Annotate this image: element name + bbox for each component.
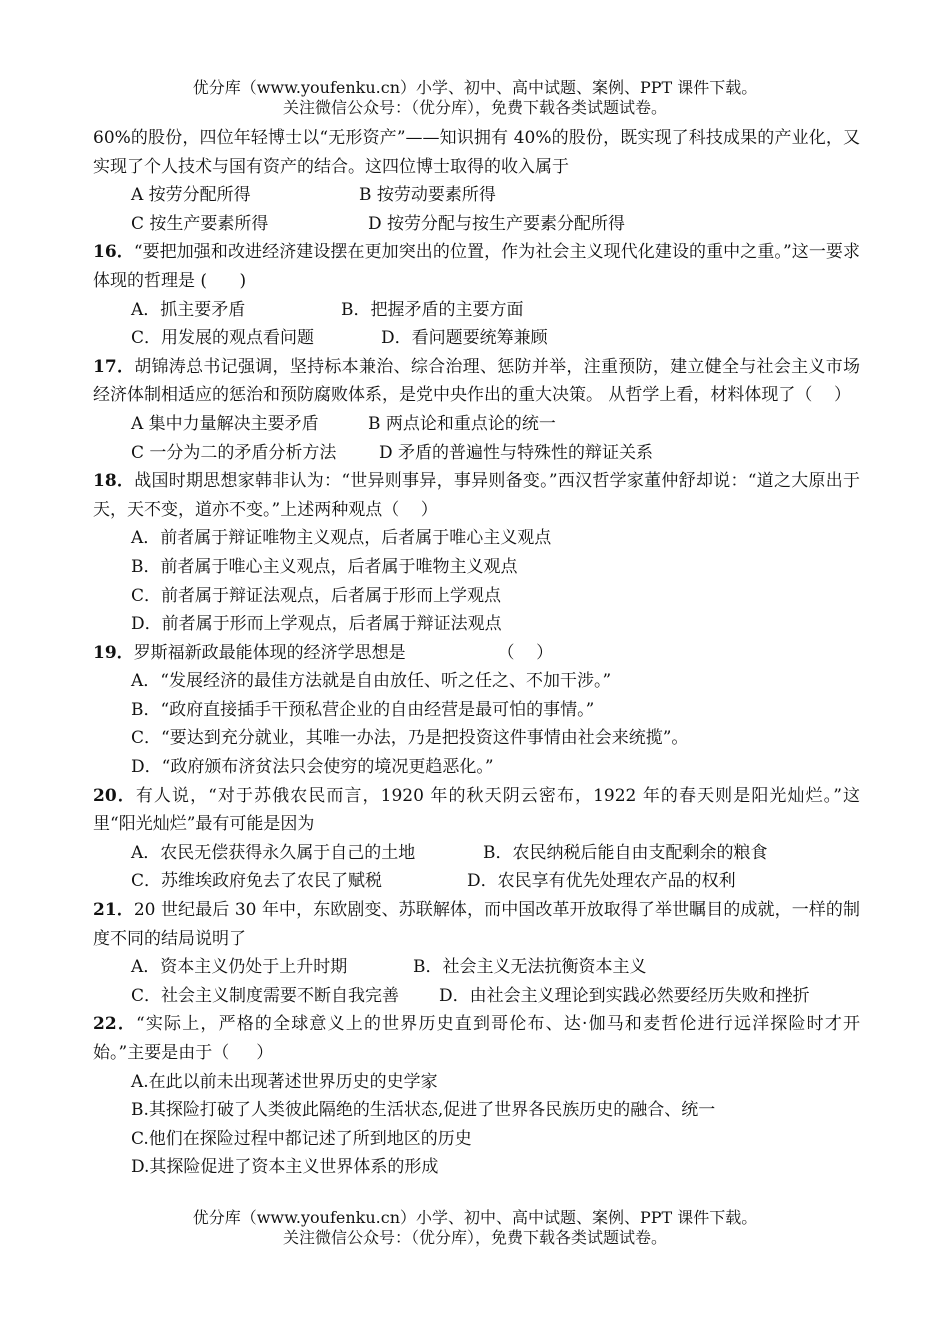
q17-text: 胡锦涛总书记强调，坚持标本兼治、综合治理、惩防并举，注重预防，建立健全与社会主义市场经济体制相适应的惩治和预防腐败体系，是党中央作出的重大决策。 从哲学上看，材料体现了（ ） xyxy=(93,356,860,406)
footer-line-2: 关注微信公众号：（优分库），免费下载各类试题试卷。 xyxy=(282,1228,667,1247)
q17-number: 17． xyxy=(93,356,135,377)
header-line-2: 关注微信公众号：（优分库），免费下载各类试题试卷。 xyxy=(282,98,667,117)
q15-option-b: B 按劳动要素所得 xyxy=(359,185,496,206)
page-header xyxy=(0,78,950,118)
q17-option-d: D 矛盾的普遍性与特殊性的辩证关系 xyxy=(379,442,654,463)
footer-line-1: 优分库（www.youfenku.cn）小学、初中、高中试题、案例、PPT 课件下载。 xyxy=(192,1208,758,1227)
q21-options-row1 xyxy=(93,953,860,982)
q16-number: 16． xyxy=(93,242,134,263)
q18-number: 18． xyxy=(93,471,135,492)
q18-stem xyxy=(93,467,860,524)
q21-text: 20 世纪最后 30 年中，东欧剧变、苏联解体，而中国改革开放取得了举世瞩目的成就，一样的制度不同的结局说明了 xyxy=(93,900,860,949)
q21-option-c: C．社会主义制度需要不断自我完善 xyxy=(131,985,400,1006)
q21-options-row2 xyxy=(93,982,860,1011)
q20-option-c: C．苏维埃政府免去了农民了赋税 xyxy=(131,871,383,892)
q16-option-a: A．抓主要矛盾 xyxy=(131,299,246,320)
q20-number: 20． xyxy=(93,785,136,806)
q16-text: “要把加强和改进经济建设摆在更加突出的位置，作为社会主义现代化建设的重中之重。”这一要求体现的哲理是 ( ) xyxy=(93,242,860,291)
q18-option-a: A．前者属于辩证唯物主义观点，后者属于唯心主义观点 xyxy=(131,528,552,549)
q22-option-c: C.他们在探险过程中都记述了所到地区的历史 xyxy=(131,1128,472,1149)
q19-option-b: B．“政府直接插手干预私营企业的自由经营是最可怕的事情。” xyxy=(131,699,595,720)
q21-number: 21． xyxy=(93,900,134,921)
q19-option-a: A．“发展经济的最佳方法就是自由放任、听之任之、不加干涉。” xyxy=(131,671,612,692)
q20-option-b: B．农民纳税后能自由支配剩余的粮食 xyxy=(483,842,768,863)
q15-option-c: C 按生产要素所得 xyxy=(131,213,269,234)
q22-text: “实际上，严格的全球意义上的世界历史直到哥伦布、达·伽马和麦哲伦进行远洋探险时才开始。”主要是由于（ ） xyxy=(93,1014,860,1063)
q18-option-b: B．前者属于唯心主义观点，后者属于唯物主义观点 xyxy=(131,556,518,577)
q15-option-d: D 按劳分配与按生产要素分配所得 xyxy=(368,213,626,234)
q15-option-a: A 按劳分配所得 xyxy=(131,185,251,206)
q22-stem xyxy=(93,1010,860,1067)
q16-stem xyxy=(93,238,860,295)
q20-options-row2 xyxy=(93,867,860,896)
q20-text: 有人说，“对于苏俄农民而言，1920 年的秋天阴云密布，1922 年的春天则是阳光灿烂。”这里“阳光灿烂”最有可能是因为 xyxy=(93,785,860,835)
q22-number: 22． xyxy=(93,1014,137,1035)
q17-option-b: B 两点论和重点论的统一 xyxy=(368,413,556,434)
q18-option-c: C．前者属于辩证法观点，后者属于形而上学观点 xyxy=(131,585,502,606)
q19-text: 罗斯福新政最能体现的经济学思想是 （ ） xyxy=(133,642,554,663)
q16-option-b: B．把握矛盾的主要方面 xyxy=(341,299,524,320)
q22-option-a: A.在此以前未出现著述世界历史的史学家 xyxy=(131,1071,438,1092)
q16-option-d: D．看问题要统筹兼顾 xyxy=(381,328,548,349)
q20-options-row1 xyxy=(93,839,860,868)
q16-options-row2 xyxy=(93,324,860,353)
header-line-1: 优分库（www.youfenku.cn）小学、初中、高中试题、案例、PPT 课件下载。 xyxy=(192,78,758,97)
page-footer xyxy=(0,1208,950,1248)
question-list xyxy=(93,124,860,1182)
q19-number: 19． xyxy=(93,642,134,663)
q22-option-b: B.其探险打破了人类彼此隔绝的生活状态,促进了世界各民族历史的融合、统一 xyxy=(131,1100,716,1121)
q17-option-a: A 集中力量解决主要矛盾 xyxy=(131,413,319,434)
q16-option-c: C．用发展的观点看问题 xyxy=(131,328,315,349)
q21-stem xyxy=(93,896,860,953)
q16-options-row1 xyxy=(93,296,860,325)
q15-options-row1 xyxy=(93,181,860,210)
q19-option-c: C．“要达到充分就业，其唯一办法，乃是把投资这件事情由社会来统揽”。 xyxy=(131,728,689,749)
q20-option-d: D．农民享有优先处理农产品的权利 xyxy=(467,871,736,892)
q17-stem xyxy=(93,353,860,410)
q20-option-a: A．农民无偿获得永久属于自己的土地 xyxy=(131,842,416,863)
q15-stem: 60%的股份，四位年轻博士以“无形资产”——知识拥有 40%的股份，既实现了科技成果的产业化，又实现了个人技术与国有资产的结合。这四位博士取得的收入属于 xyxy=(93,128,860,177)
q17-options-row1 xyxy=(93,410,860,439)
q21-option-d: D．由社会主义理论到实践必然要经历失败和挫折 xyxy=(439,985,810,1006)
q21-option-b: B．社会主义无法抗衡资本主义 xyxy=(413,957,647,978)
q21-option-a: A．资本主义仍处于上升时期 xyxy=(131,957,348,978)
q18-option-d: D．前者属于形而上学观点，后者属于辩证法观点 xyxy=(131,614,502,635)
q19-stem xyxy=(93,639,860,668)
q19-option-d: D．“政府颁布济贫法只会使穷的境况更趋恶化。” xyxy=(131,757,494,778)
q20-stem xyxy=(93,782,860,839)
q15-options-row2 xyxy=(93,210,860,239)
q18-text: 战国时期思想家韩非认为：“世异则事异，事异则备变。”西汉哲学家董仲舒却说：“道之大原出于天，天不变，道亦不变。”上述两种观点（ ） xyxy=(93,471,860,520)
q22-option-d: D.其探险促进了资本主义世界体系的形成 xyxy=(131,1157,439,1178)
q17-options-row2 xyxy=(93,439,860,468)
q17-option-c: C 一分为二的矛盾分析方法 xyxy=(131,442,337,463)
